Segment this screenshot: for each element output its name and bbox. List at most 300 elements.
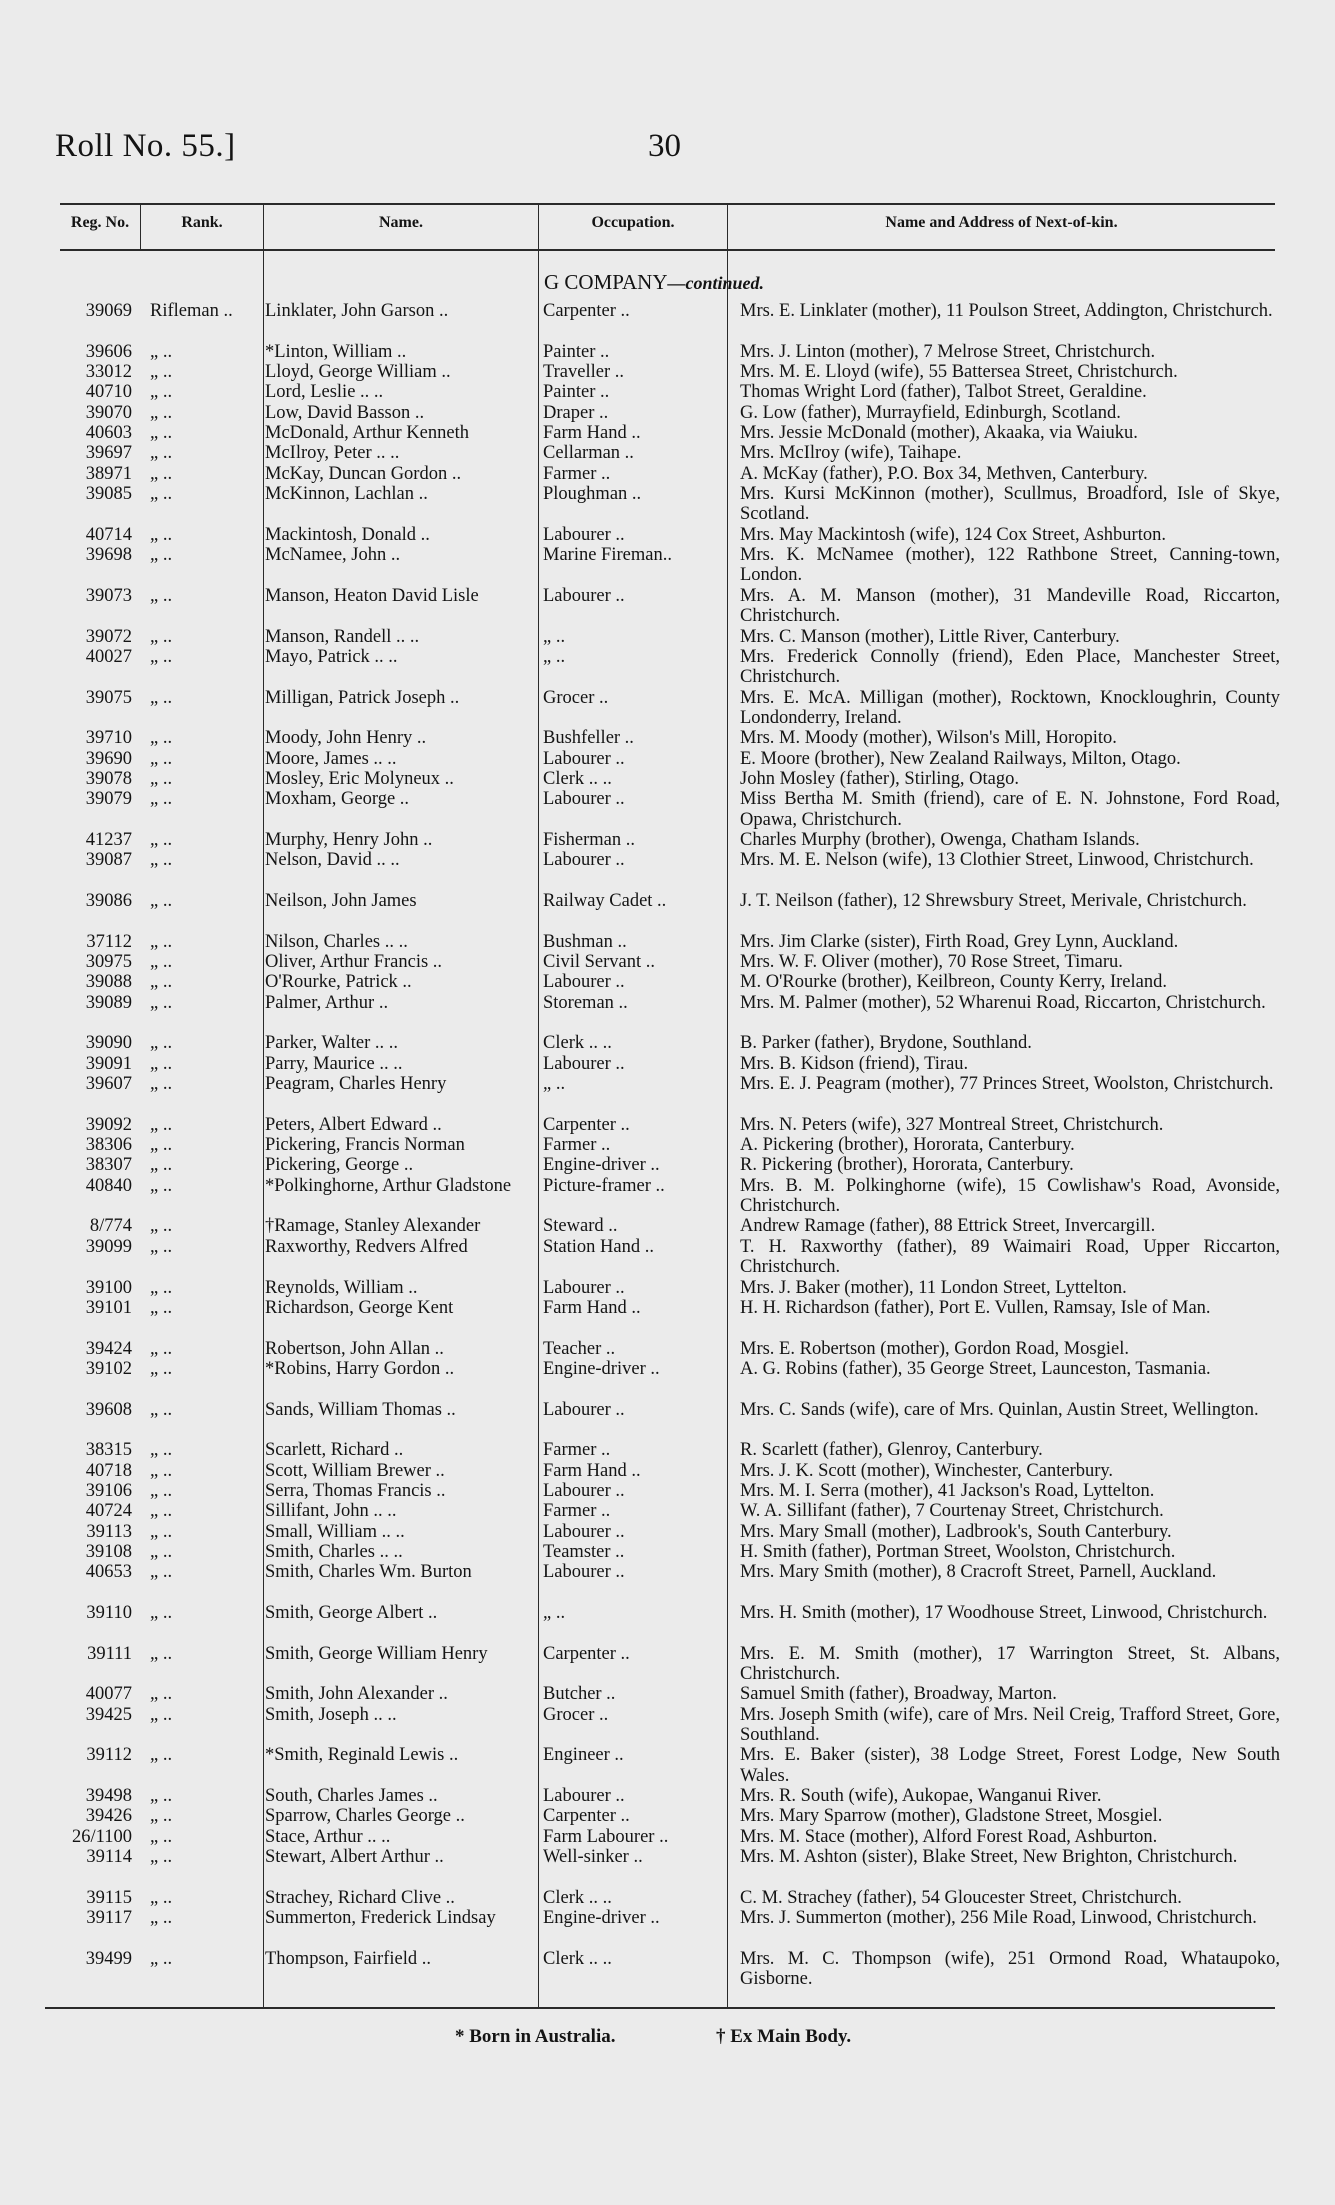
column-header-rank: Rank. (181, 214, 223, 231)
soldier-name: Sparrow, Charles George .. (265, 1806, 465, 1827)
soldier-name: Sillifant, John .. .. (265, 1501, 397, 1522)
reg-number: 39087 (85, 850, 132, 871)
table-row (0, 830, 1335, 850)
table-row (0, 1359, 1335, 1400)
reg-number: 39101 (85, 1297, 132, 1318)
reg-number: 8/774 (89, 1216, 132, 1237)
table-row (0, 342, 1335, 362)
rank: „ .. (150, 443, 173, 464)
reg-number: 39091 (85, 1053, 132, 1074)
rank: „ .. (150, 1297, 173, 1318)
reg-number: 39498 (85, 1786, 132, 1807)
next-of-kin: Mrs. A. M. Manson (mother), 31 Mandeville Road, Riccarton, Christchurch. (740, 585, 1280, 627)
next-of-kin: Mrs. Mary Small (mother), Ladbrook's, South Canterbury. (740, 1521, 1172, 1542)
occupation: Painter .. (543, 382, 610, 403)
reg-number: 40710 (85, 382, 132, 403)
table-row (0, 1481, 1335, 1501)
soldier-name: Mayo, Patrick .. .. (265, 646, 398, 667)
rank: „ .. (150, 1745, 173, 1766)
soldier-name: Lord, Leslie .. .. (265, 382, 384, 403)
next-of-kin: Mrs. M. E. Lloyd (wife), 55 Battersea Street, Christchurch. (740, 362, 1178, 383)
table-row (0, 1562, 1335, 1603)
table-row (0, 1949, 1335, 1990)
next-of-kin: Mrs. Joseph Smith (wife), care of Mrs. Neil Creig, Trafford Street, Gore, Southland. (740, 1704, 1280, 1746)
table-row (0, 1806, 1335, 1826)
occupation: Butcher .. (543, 1684, 616, 1705)
table-row (0, 1603, 1335, 1644)
occupation: Farmer .. (543, 1135, 611, 1156)
rank: „ .. (150, 1704, 173, 1725)
rank: „ .. (150, 1684, 173, 1705)
soldier-name: Small, William .. .. (265, 1521, 405, 1542)
footnote-main-body: † Ex Main Body. (716, 2026, 852, 2047)
soldier-name: Strachey, Richard Clive .. (265, 1887, 455, 1908)
occupation: Clerk .. .. (543, 1033, 612, 1054)
reg-number: 39090 (85, 1033, 132, 1054)
reg-number: 39425 (85, 1704, 132, 1725)
next-of-kin: Mrs. K. McNamee (mother), 122 Rathbone Street, Canning-town, London. (740, 545, 1280, 586)
soldier-name: Peters, Albert Edward .. (265, 1114, 442, 1135)
section-title (544, 270, 764, 295)
table-row (0, 1847, 1335, 1888)
reg-number: 40724 (85, 1501, 132, 1522)
table-bottom-rule (45, 2007, 1275, 2009)
reg-number: 39073 (85, 585, 132, 606)
next-of-kin: Mrs. Mary Sparrow (mother), Gladstone Street, Mosgiel. (740, 1806, 1163, 1827)
occupation: Labourer .. (543, 972, 625, 993)
occupation: Carpenter .. (543, 1114, 630, 1135)
rank: „ .. (150, 1847, 173, 1868)
next-of-kin: C. M. Strachey (father), 54 Gloucester Street, Christchurch. (740, 1887, 1182, 1908)
table-row (0, 1074, 1335, 1115)
reg-number: 39499 (85, 1948, 132, 1969)
rank: „ .. (150, 484, 173, 505)
next-of-kin: Mrs. E. J. Peagram (mother), 77 Princes Street, Woolston, Christchurch. (740, 1074, 1274, 1095)
reg-number: 39114 (86, 1847, 132, 1868)
table-row (0, 525, 1335, 545)
next-of-kin: Mrs. J. Summerton (mother), 256 Mile Road, Linwood, Christchurch. (740, 1908, 1257, 1929)
rank: „ .. (150, 1440, 173, 1461)
table-row (0, 789, 1335, 830)
table-row (0, 382, 1335, 402)
soldier-name: Smith, Charles Wm. Burton (265, 1562, 472, 1583)
table-row (0, 1786, 1335, 1806)
soldier-name: Mackintosh, Donald .. (265, 524, 430, 545)
table-row (0, 1237, 1335, 1278)
next-of-kin: Mrs. Mary Smith (mother), 8 Cracroft Street, Parnell, Auckland. (740, 1562, 1217, 1583)
next-of-kin: Mrs. Frederick Connolly (friend), Eden Place, Manchester Street, Christchurch. (740, 646, 1280, 688)
table-row (0, 1216, 1335, 1236)
occupation: Engine-driver .. (543, 1155, 660, 1176)
reg-number: 39070 (85, 402, 132, 423)
soldier-name: Manson, Heaton David Lisle (265, 585, 479, 606)
rank: „ .. (150, 1277, 173, 1298)
reg-number: 37112 (86, 931, 132, 952)
soldier-name: McDonald, Arthur Kenneth (265, 423, 469, 444)
table-row (0, 627, 1335, 647)
soldier-name: Lloyd, George William .. (265, 362, 451, 383)
occupation: Draper .. (543, 402, 609, 423)
rank: „ .. (150, 1358, 173, 1379)
next-of-kin: Mrs. N. Peters (wife), 327 Montreal Street, Christchurch. (740, 1114, 1164, 1135)
table-top-rule (60, 203, 1275, 205)
occupation: Teacher .. (543, 1338, 616, 1359)
occupation: Teamster .. (543, 1541, 625, 1562)
occupation: Labourer .. (543, 1521, 625, 1542)
next-of-kin: Miss Bertha M. Smith (friend), care of E. N. Johnstone, Ford Road, Opawa, Christchurch. (740, 789, 1280, 830)
reg-number: 39069 (85, 301, 132, 321)
occupation: Labourer .. (543, 1480, 625, 1501)
occupation: Labourer .. (543, 585, 625, 606)
table-row (0, 362, 1335, 382)
occupation: Well-sinker .. (543, 1847, 643, 1868)
occupation: Traveller .. (543, 362, 625, 383)
occupation: Clerk .. .. (543, 1887, 612, 1908)
next-of-kin: Mrs. E. McA. Milligan (mother), Rocktown, Knockloughrin, County Londonderry, Ireland. (740, 687, 1280, 728)
table-row (0, 1745, 1335, 1786)
table-row (0, 1298, 1335, 1339)
occupation: Ploughman .. (543, 484, 642, 505)
next-of-kin: Mrs. Jessie McDonald (mother), Akaaka, via Waiuku. (740, 423, 1138, 444)
rank: „ .. (150, 1480, 173, 1501)
occupation: „ .. (543, 646, 566, 667)
rank: „ .. (150, 1541, 173, 1562)
occupation: Farm Hand .. (543, 1460, 641, 1481)
soldier-name: O'Rourke, Patrick .. (265, 972, 412, 993)
table-row (0, 1155, 1335, 1175)
rank: „ .. (150, 1948, 173, 1969)
occupation: Labourer .. (543, 850, 625, 871)
rank: „ .. (150, 1033, 173, 1054)
occupation: Carpenter .. (543, 1806, 630, 1827)
occupation: „ .. (543, 1074, 566, 1095)
rank: „ .. (150, 972, 173, 993)
rank: „ .. (150, 829, 173, 850)
reg-number: 40077 (85, 1684, 132, 1705)
table-row (0, 728, 1335, 748)
rank: „ .. (150, 1074, 173, 1095)
rank: „ .. (150, 626, 173, 647)
rank: „ .. (150, 728, 173, 749)
next-of-kin: Andrew Ramage (father), 88 Ettrick Street, Invercargill. (740, 1216, 1156, 1237)
next-of-kin: W. A. Sillifant (father), 7 Courtenay Street, Christchurch. (740, 1501, 1164, 1522)
reg-number: 39102 (85, 1358, 132, 1379)
reg-number: 39111 (87, 1643, 132, 1664)
table-row (0, 301, 1335, 342)
rank: „ .. (150, 1338, 173, 1359)
table-row (0, 1705, 1335, 1746)
rank: „ .. (150, 382, 173, 403)
occupation: Picture-framer .. (543, 1175, 665, 1196)
table-row (0, 952, 1335, 972)
soldier-name: Richardson, George Kent (265, 1297, 454, 1318)
reg-number: 39115 (86, 1887, 132, 1908)
occupation: Steward .. (543, 1216, 618, 1237)
next-of-kin: Mrs. J. K. Scott (mother), Winchester, Canterbury. (740, 1460, 1114, 1481)
soldier-name: Pickering, Francis Norman (265, 1135, 465, 1156)
next-of-kin: Mrs. B. Kidson (friend), Tirau. (740, 1053, 969, 1074)
next-of-kin: Mrs. E. M. Smith (mother), 17 Warrington Street, St. Albans, Christchurch. (740, 1643, 1280, 1685)
rank: „ .. (150, 1460, 173, 1481)
soldier-name: Smith, George William Henry (265, 1643, 488, 1664)
occupation: Grocer .. (543, 1704, 609, 1725)
soldier-name: Summerton, Frederick Lindsay (265, 1908, 496, 1929)
table-row (0, 423, 1335, 443)
rank: „ .. (150, 1175, 173, 1196)
next-of-kin: J. T. Neilson (father), 12 Shrewsbury Street, Merivale, Christchurch. (740, 890, 1247, 911)
table-row (0, 1440, 1335, 1460)
next-of-kin: Mrs. May Mackintosh (wife), 124 Cox Street, Ashburton. (740, 524, 1166, 545)
table-row (0, 1827, 1335, 1847)
table-row (0, 993, 1335, 1034)
reg-number: 40840 (85, 1175, 132, 1196)
table-row (0, 647, 1335, 688)
table-row (0, 1339, 1335, 1359)
occupation: „ .. (543, 626, 566, 647)
soldier-name: Nilson, Charles .. .. (265, 931, 408, 952)
soldier-name: Serra, Thomas Francis .. (265, 1480, 446, 1501)
soldier-name: Reynolds, William .. (265, 1277, 418, 1298)
rank: „ .. (150, 423, 173, 444)
next-of-kin: Mrs. H. Smith (mother), 17 Woodhouse Street, Linwood, Christchurch. (740, 1603, 1268, 1623)
rank: „ .. (150, 1786, 173, 1807)
reg-number: 40714 (85, 524, 132, 545)
rank: „ .. (150, 850, 173, 871)
table-row (0, 1501, 1335, 1521)
next-of-kin: Mrs. M. C. Thompson (wife), 251 Ormond Road, Whataupoko, Gisborne. (740, 1948, 1280, 1990)
soldier-name: Sands, William Thomas .. (265, 1399, 456, 1420)
occupation: Labourer .. (543, 748, 625, 769)
rank: „ .. (150, 1603, 173, 1623)
soldier-name: Stace, Arthur .. .. (265, 1826, 391, 1847)
occupation: Marine Fireman.. (543, 545, 672, 566)
occupation: Engine-driver .. (543, 1908, 660, 1929)
next-of-kin: H. Smith (father), Portman Street, Woolston, Christchurch. (740, 1541, 1176, 1562)
occupation: Railway Cadet .. (543, 890, 667, 911)
rank: „ .. (150, 1155, 173, 1176)
table-row (0, 1644, 1335, 1685)
occupation: Labourer .. (543, 1562, 625, 1583)
occupation: „ .. (543, 1603, 566, 1623)
reg-number: 39072 (85, 626, 132, 647)
next-of-kin: B. Parker (father), Brydone, Southland. (740, 1033, 1032, 1054)
next-of-kin: Mrs. M. Palmer (mother), 52 Wharenui Road, Riccarton, Christchurch. (740, 992, 1266, 1013)
soldier-name: Smith, Joseph .. .. (265, 1704, 397, 1725)
reg-number: 40603 (85, 423, 132, 444)
rank: „ .. (150, 545, 173, 566)
table-row (0, 891, 1335, 932)
reg-number: 39117 (86, 1908, 132, 1929)
reg-number: 39698 (85, 545, 132, 566)
occupation: Engine-driver .. (543, 1358, 660, 1379)
soldier-name: *Polkinghorne, Arthur Gladstone (265, 1175, 512, 1196)
soldier-name: Moxham, George .. (265, 789, 410, 810)
occupation: Labourer .. (543, 1277, 625, 1298)
soldier-name: *Linton, William .. (265, 341, 407, 362)
soldier-name: Linklater, John Garson .. (265, 301, 449, 321)
next-of-kin: Mrs. J. Linton (mother), 7 Melrose Street, Christchurch. (740, 341, 1156, 362)
soldier-name: Robertson, John Allan .. (265, 1338, 444, 1359)
header-bottom-rule (60, 249, 1275, 251)
occupation: Labourer .. (543, 789, 625, 810)
rank: „ .. (150, 1826, 173, 1847)
rank: „ .. (150, 585, 173, 606)
rank: „ .. (150, 748, 173, 769)
occupation: Station Hand .. (543, 1236, 654, 1257)
table-row (0, 1400, 1335, 1441)
next-of-kin: Samuel Smith (father), Broadway, Marton. (740, 1684, 1057, 1705)
next-of-kin: Mrs. Jim Clarke (sister), Firth Road, Grey Lynn, Auckland. (740, 931, 1179, 952)
next-of-kin: A. G. Robins (father), 35 George Street, Launceston, Tasmania. (740, 1358, 1211, 1379)
next-of-kin: A. McKay (father), P.O. Box 34, Methven, Canterbury. (740, 463, 1148, 484)
table-row (0, 1176, 1335, 1217)
reg-number: 39089 (85, 992, 132, 1013)
table-row (0, 1908, 1335, 1949)
occupation: Bushman .. (543, 931, 627, 952)
rank: „ .. (150, 952, 173, 972)
occupation: Painter .. (543, 341, 610, 362)
soldier-name: †Ramage, Stanley Alexander (265, 1216, 481, 1237)
rank: Rifleman .. (150, 301, 233, 321)
next-of-kin: Mrs. W. F. Oliver (mother), 70 Rose Street, Timaru. (740, 952, 1123, 972)
soldier-name: Low, David Basson .. (265, 402, 425, 423)
next-of-kin: A. Pickering (brother), Hororata, Canterbury. (740, 1135, 1075, 1156)
reg-number: 39606 (85, 341, 132, 362)
reg-number: 38307 (85, 1155, 132, 1176)
reg-number: 39099 (85, 1236, 132, 1257)
table-row (0, 1115, 1335, 1135)
reg-number: 39710 (85, 728, 132, 749)
reg-number: 39607 (85, 1074, 132, 1095)
reg-number: 39697 (85, 443, 132, 464)
soldier-name: McNamee, John .. (265, 545, 401, 566)
reg-number: 39079 (85, 789, 132, 810)
reg-number: 38971 (85, 463, 132, 484)
table-row (0, 769, 1335, 789)
occupation: Grocer .. (543, 687, 609, 708)
rank: „ .. (150, 1053, 173, 1074)
occupation: Carpenter .. (543, 1643, 630, 1664)
soldier-name: Palmer, Arthur .. (265, 992, 389, 1013)
rank: „ .. (150, 687, 173, 708)
rank: „ .. (150, 1643, 173, 1664)
next-of-kin: Mrs. E. Baker (sister), 38 Lodge Street, Forest Lodge, New South Wales. (740, 1745, 1280, 1786)
reg-number: 38306 (85, 1135, 132, 1156)
reg-number: 41237 (85, 829, 132, 850)
rank: „ .. (150, 1114, 173, 1135)
occupation: Labourer .. (543, 1399, 625, 1420)
next-of-kin: Mrs. J. Baker (mother), 11 London Street, Lyttelton. (740, 1277, 1127, 1298)
table-row (0, 850, 1335, 891)
soldier-name: Mosley, Eric Molyneux .. (265, 768, 454, 789)
occupation: Bushfeller .. (543, 728, 634, 749)
next-of-kin: Mrs. E. Robertson (mother), Gordon Road, Mosgiel. (740, 1338, 1129, 1359)
rank: „ .. (150, 1562, 173, 1583)
table-row (0, 749, 1335, 769)
table-row (0, 1542, 1335, 1562)
next-of-kin: Mrs. B. M. Polkinghorne (wife), 15 Cowlishaw's Road, Avonside, Christchurch. (740, 1175, 1280, 1217)
soldier-name: Smith, Charles .. .. (265, 1541, 403, 1562)
occupation: Farm Labourer .. (543, 1826, 669, 1847)
footnote-australia: * Born in Australia. (455, 2026, 616, 2047)
rank: „ .. (150, 890, 173, 911)
rank: „ .. (150, 992, 173, 1013)
reg-number: 40653 (85, 1562, 132, 1583)
page-header (0, 0, 1335, 180)
roll-table (0, 301, 1335, 1990)
soldier-name: Moore, James .. .. (265, 748, 397, 769)
reg-number: 39106 (85, 1480, 132, 1501)
soldier-name: Raxworthy, Redvers Alfred (265, 1236, 468, 1257)
occupation: Clerk .. .. (543, 1948, 612, 1969)
reg-number: 39113 (86, 1521, 132, 1542)
table-row (0, 1135, 1335, 1155)
next-of-kin: John Mosley (father), Stirling, Otago. (740, 768, 1019, 789)
table-row (0, 545, 1335, 586)
next-of-kin: Mrs. C. Sands (wife), care of Mrs. Quinlan, Austin Street, Wellington. (740, 1399, 1259, 1420)
rank: „ .. (150, 931, 173, 952)
rank: „ .. (150, 463, 173, 484)
reg-number: 39088 (85, 972, 132, 993)
occupation: Cellarman .. (543, 443, 634, 464)
rank: „ .. (150, 1501, 173, 1522)
roll-number: Roll No. 55.] (55, 128, 236, 164)
rank: „ .. (150, 1135, 173, 1156)
reg-number: 39100 (85, 1277, 132, 1298)
table-row (0, 1522, 1335, 1542)
soldier-name: Neilson, John James (265, 890, 417, 911)
reg-number: 39108 (85, 1541, 132, 1562)
next-of-kin: Mrs. McIlroy (wife), Taihape. (740, 443, 962, 464)
occupation: Clerk .. .. (543, 768, 612, 789)
soldier-name: Murphy, Henry John .. (265, 829, 433, 850)
column-header-next-of-kin: Name and Address of Next-of-kin. (885, 214, 1118, 231)
table-row (0, 1033, 1335, 1053)
table-row (0, 1054, 1335, 1074)
reg-number: 39078 (85, 768, 132, 789)
column-header-name: Name. (379, 214, 423, 231)
occupation: Farmer .. (543, 1501, 611, 1522)
rank: „ .. (150, 768, 173, 789)
rank: „ .. (150, 362, 173, 383)
reg-number: 39426 (85, 1806, 132, 1827)
next-of-kin: Mrs. Kursi McKinnon (mother), Scullmus, Broadford, Isle of Skye, Scotland. (740, 484, 1280, 525)
next-of-kin: T. H. Raxworthy (father), 89 Waimairi Road, Upper Riccarton, Christchurch. (740, 1236, 1280, 1278)
rank: „ .. (150, 402, 173, 423)
soldier-name: *Smith, Reginald Lewis .. (265, 1745, 459, 1766)
soldier-name: Milligan, Patrick Joseph .. (265, 687, 460, 708)
rank: „ .. (150, 524, 173, 545)
next-of-kin: E. Moore (brother), New Zealand Railways, Milton, Otago. (740, 748, 1181, 769)
table-row (0, 1888, 1335, 1908)
reg-number: 39424 (85, 1338, 132, 1359)
soldier-name: Smith, George Albert .. (265, 1603, 438, 1623)
soldier-name: Smith, John Alexander .. (265, 1684, 448, 1705)
soldier-name: Nelson, David .. .. (265, 850, 400, 871)
next-of-kin: Mrs. C. Manson (mother), Little River, Canterbury. (740, 626, 1120, 647)
table-row (0, 484, 1335, 525)
table-row (0, 688, 1335, 729)
table-row (0, 1278, 1335, 1298)
rank: „ .. (150, 1216, 173, 1237)
table-row (0, 972, 1335, 992)
next-of-kin: Mrs. M. I. Serra (mother), 41 Jackson's Road, Lyttelton. (740, 1480, 1155, 1501)
reg-number: 30975 (85, 952, 132, 972)
rank: „ .. (150, 1908, 173, 1929)
occupation: Civil Servant .. (543, 952, 656, 972)
rank: „ .. (150, 789, 173, 810)
soldier-name: Peagram, Charles Henry (265, 1074, 447, 1095)
